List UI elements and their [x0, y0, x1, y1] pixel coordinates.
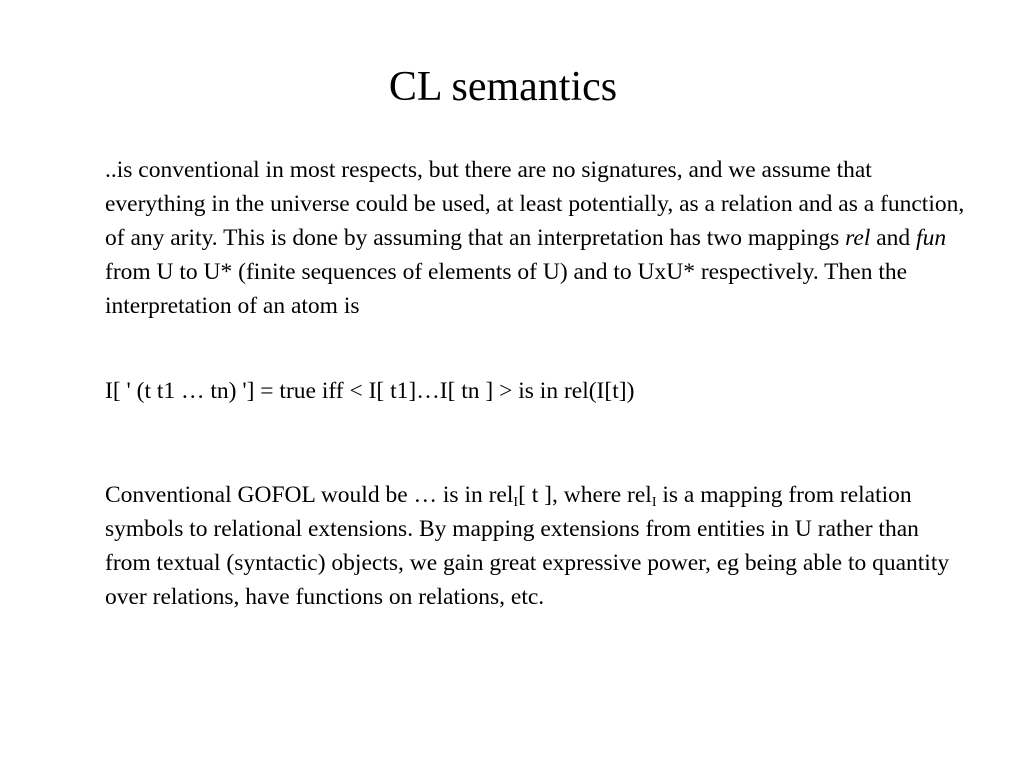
fun-term: fun — [916, 225, 947, 251]
paragraph-gofol-text-3: is a mapping from relation symbols to relational extensions. By mapping extensions from entities in U rather than from textual (syntactic) objects, we gain great expressive power, eg being able to quantity over relations, have functions on relations, etc. — [105, 482, 950, 610]
paragraph-gofol — [105, 478, 965, 614]
and-connector: and — [870, 225, 917, 251]
subscript-i-1: I — [513, 495, 519, 510]
slide-title: CL semantics — [388, 64, 618, 110]
paragraph-gofol-text-1: Conventional GOFOL would be … is in rel — [105, 482, 514, 508]
atom-interpretation-formula: I[ ' (t t1 … tn) '] = true iff < I[ t1]…I[ tn ] > is in rel(I[t]) — [105, 378, 635, 404]
paragraph-intro-text-1: ..is conventional in most respects, but there are no signatures, and we assume that everything in the universe could be used, at least potentially, as a relation and as a function, of any arity. This is done by assuming that an interpretation has two mappings — [105, 157, 965, 251]
paragraph-intro — [105, 153, 965, 323]
subscript-i-2: I — [651, 495, 657, 510]
paragraph-intro-text-2: from U to U* (finite sequences of elements of U) and to UxU* respectively. Then the interpretation of an atom is — [105, 259, 908, 319]
paragraph-gofol-text-2: [ t ], where rel — [518, 482, 652, 508]
rel-term: rel — [845, 225, 871, 251]
